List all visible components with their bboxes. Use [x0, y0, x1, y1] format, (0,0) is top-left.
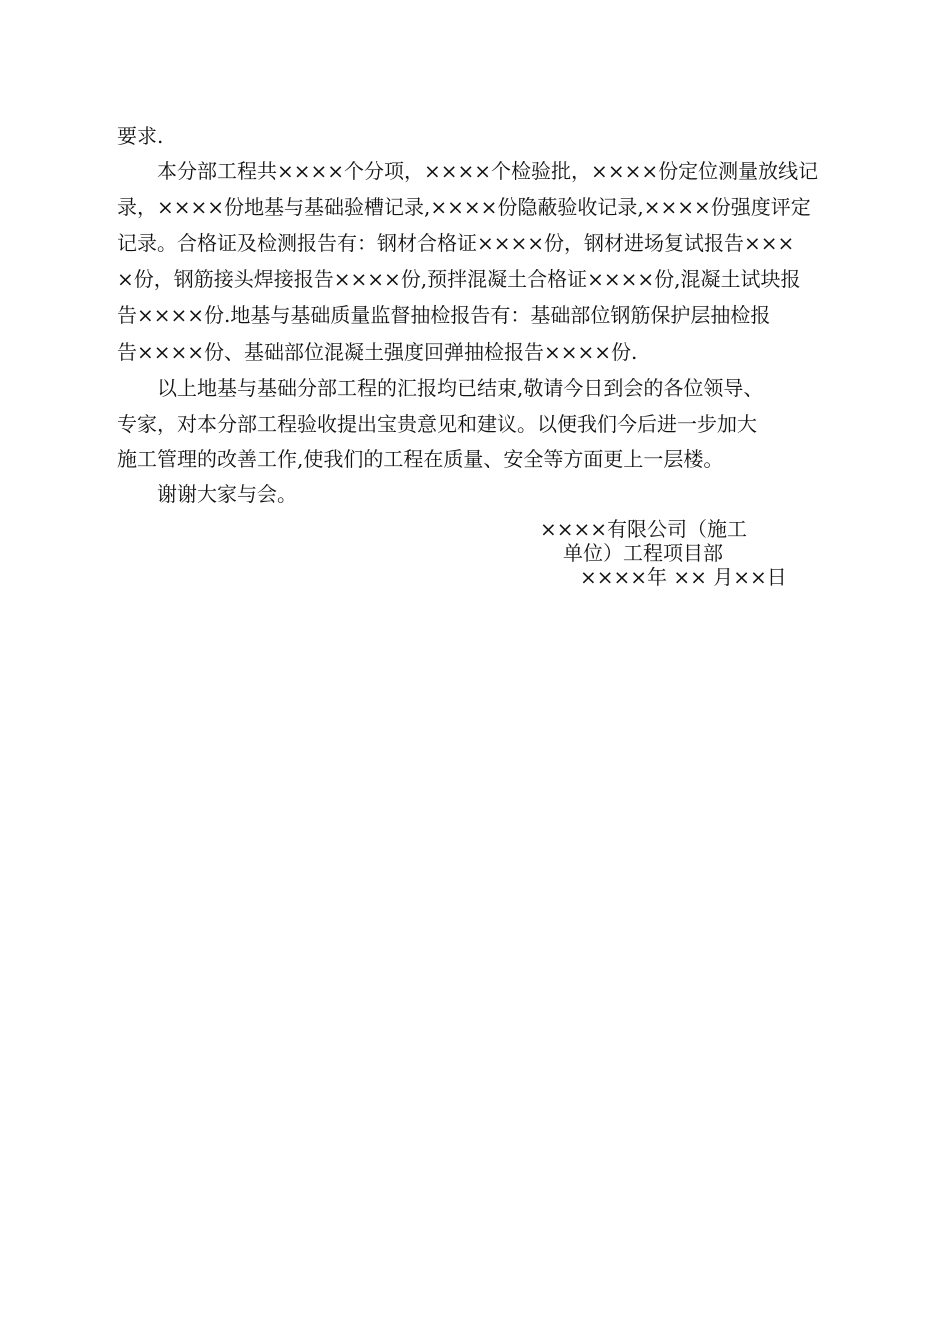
body-line-11: 谢谢大家与会。: [117, 482, 297, 506]
body-line-10: 施工管理的改善工作,使我们的工程在质量、安全等方面更上一层楼。: [117, 447, 724, 471]
signature-date: ××××年 ×× 月××日: [580, 565, 787, 589]
signature-company: ××××有限公司（施工: [540, 517, 748, 541]
body-line-2: 本分部工程共××××个分项，××××个检验批，××××份定位测量放线记: [117, 159, 819, 183]
body-line-9: 专家，对本分部工程验收提出宝贵意见和建议。以便我们今后进一步加大: [117, 412, 757, 436]
body-line-5: ×份，钢筋接头焊接报告××××份,预拌混凝土合格证××××份,混凝土试块报: [117, 267, 801, 291]
body-line-1: 要求.: [117, 124, 164, 148]
body-line-7: 告××××份、基础部位混凝土强度回弹抽检报告××××份.: [117, 340, 638, 364]
signature-department: 单位）工程项目部: [563, 541, 723, 565]
body-line-8: 以上地基与基础分部工程的汇报均已结束,敬请今日到会的各位领导、: [117, 376, 764, 400]
body-line-3: 录，××××份地基与基础验槽记录,××××份隐蔽验收记录,××××份强度评定: [117, 195, 811, 219]
body-line-6: 告××××份.地基与基础质量监督抽检报告有：基础部位钢筋保护层抽检报: [117, 303, 771, 327]
body-line-4: 记录。合格证及检测报告有：钢材合格证××××份，钢材进场复试报告×××: [117, 231, 795, 255]
